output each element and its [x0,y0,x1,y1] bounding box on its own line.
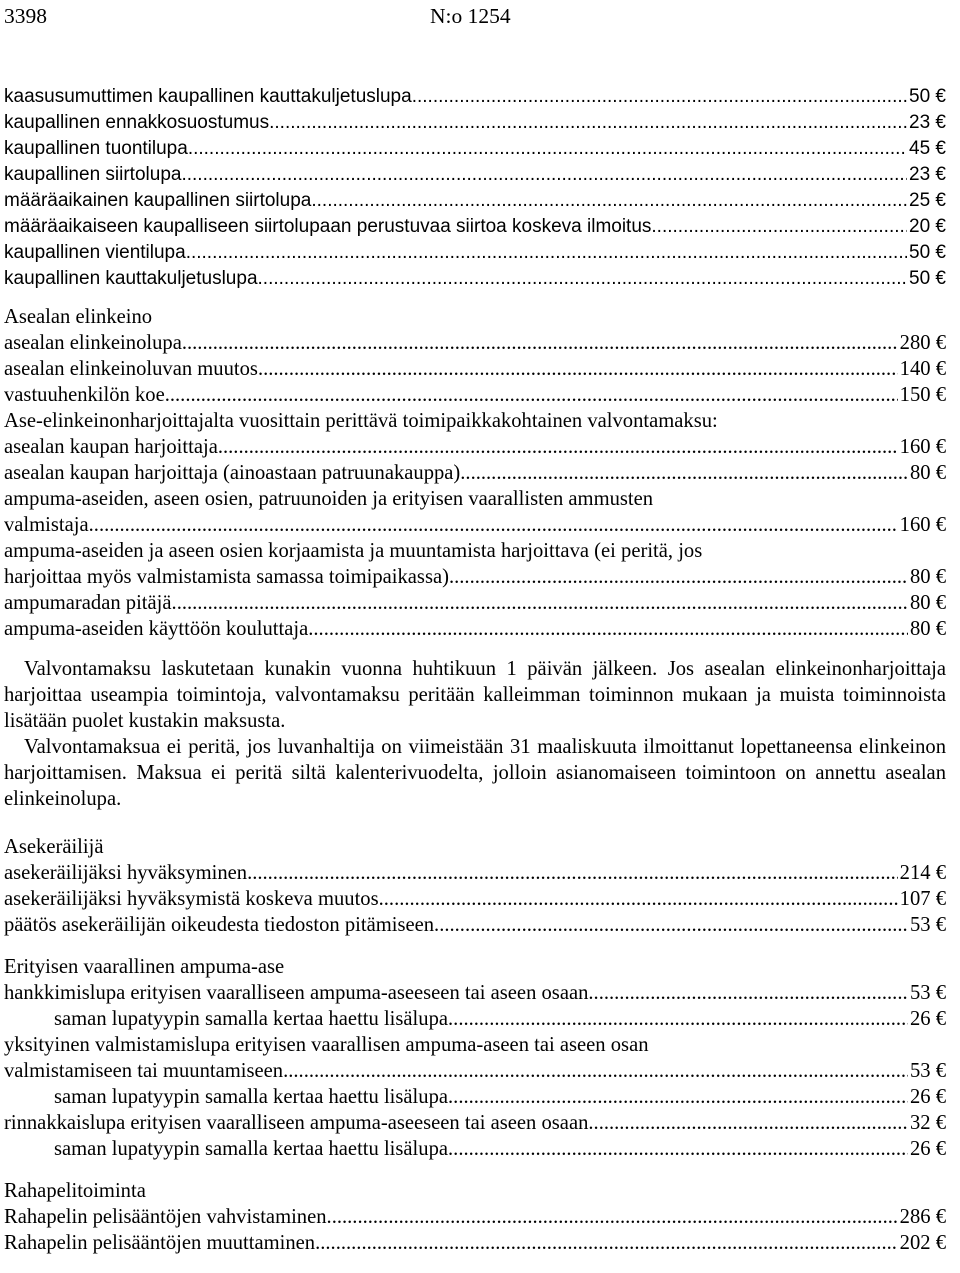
fee-row [4,84,946,110]
fee-row [4,240,946,266]
fee-label: vastuuhenkilön koe [4,384,165,406]
paragraph: Valvontamaksua ei peritä, jos luvanhaltija on viimeistään 31 maaliskuuta ilmoittanut lopettaneensa elinkeinon harjoittamisen. Maksua ei peritä siltä kalenterivuodelta, jolloin asianomaiseen toimintoon on annettu asealan elinkeinolupa. [4,736,946,810]
fee-label: rinnakkaislupa erityisen vaaralliseen ampuma-aseeseen tai aseen osaan [4,1112,589,1134]
fee-label: asealan kaupan harjoittaja (ainoastaan patruunakauppa) [4,462,461,484]
fee-label: asekeräilijäksi hyväksyminen [4,862,248,884]
section-rahapelitoiminta [4,1178,946,1256]
fee-row [4,912,946,938]
page-number: 3398 [4,4,47,28]
fee-row [4,162,946,188]
section-asekerailija [4,834,946,938]
fee-label: asealan elinkeinolupa [4,332,182,354]
fee-amount: 26 € [909,1086,946,1108]
fee-row [4,590,946,616]
fee-label: määräaikainen kaupallinen siirtolupa [4,190,312,211]
fee-amount: 25 € [909,190,946,211]
document-number: N:o 1254 [430,4,511,28]
fee-row [4,860,946,886]
fee-label: päätös asekeräilijän oikeudesta tiedoston pitämiseen [4,914,435,936]
fee-amount: 286 € [899,1206,946,1228]
fee-label: valmistamiseen tai muuntamiseen [4,1060,284,1082]
fee-amount: 53 € [909,1060,946,1082]
fee-amount: 23 € [909,112,946,133]
document-body [4,84,946,1256]
fee-amount: 80 € [909,618,946,640]
fee-row [4,886,946,912]
section-heading: Rahapelitoiminta [4,1180,146,1202]
fee-label-line: yksityinen valmistamislupa erityisen vaarallisen ampuma-aseen tai aseen osan [4,1034,649,1056]
fee-amount: 20 € [909,216,946,237]
fee-row [4,266,946,292]
fee-row [4,1204,946,1230]
section-heading: Asealan elinkeino [4,306,153,328]
fee-label: kaupallinen ennakkosuostumus [4,112,270,133]
fee-amount: 23 € [909,164,946,185]
fee-label: kaasusumuttimen kaupallinen kauttakuljetuslupa [4,86,412,107]
fee-row [4,382,946,408]
fee-row [4,356,946,382]
page-header [4,4,956,34]
fee-label: valmistaja [4,514,89,536]
fee-amount: 150 € [899,384,946,406]
fee-row [4,980,946,1006]
fee-amount: 107 € [899,888,946,910]
section-erityisen-vaarallinen [4,954,946,1162]
fee-amount: 45 € [909,138,946,159]
fee-row [4,460,946,486]
fee-amount: 80 € [909,592,946,614]
paragraph: Valvontamaksu laskutetaan kunakin vuonna huhtikuun 1 päivän jälkeen. Jos asealan elinkeinonharjoittaja harjoittaa useampia toimintoja, valvontamaksu peritään kalleimman toiminnon mukaan ja muista toiminnoista lisätään puolet kustakin maksusta. [4,658,946,732]
fee-label: asealan kaupan harjoittaja [4,436,218,458]
fee-row [4,1110,946,1136]
fee-label: ampumaradan pitäjä [4,592,172,614]
intro-text: Ase-elinkeinonharjoittajalta vuosittain perittävä toimipaikkakohtainen valvontamaksu: [4,410,718,432]
fee-row [4,188,946,214]
fee-label: Rahapelin pelisääntöjen vahvistaminen [4,1206,327,1228]
fee-amount: 53 € [909,982,946,1004]
fee-label: asealan elinkeinoluvan muutos [4,358,258,380]
section-heading: Erityisen vaarallinen ampuma-ase [4,956,285,978]
fee-amount: 80 € [909,462,946,484]
fee-row [4,136,946,162]
fee-row [4,214,946,240]
fee-row [4,1058,946,1084]
fee-label-line: ampuma-aseiden, aseen osien, patruunoiden ja erityisen vaarallisten ammusten [4,488,654,510]
fee-row [4,616,946,642]
fee-amount: 214 € [899,862,946,884]
fee-label: määräaikaiseen kaupalliseen siirtolupaan perustuvaa siirtoa koskeva ilmoitus [4,216,652,237]
fee-amount: 53 € [909,914,946,936]
fee-label: kaupallinen kauttakuljetuslupa [4,268,258,289]
fee-row [4,512,946,538]
fee-label: kaupallinen siirtolupa [4,164,182,185]
fee-label: ampuma-aseiden käyttöön kouluttaja [4,618,309,640]
fee-amount: 280 € [899,332,946,354]
fee-row [4,434,946,460]
fee-amount: 50 € [909,86,946,107]
fee-row-sub [4,1136,946,1162]
fee-row [4,564,946,590]
fee-amount: 26 € [909,1008,946,1030]
fee-label: asekeräilijäksi hyväksymistä koskeva muutos [4,888,379,910]
fee-amount: 50 € [909,268,946,289]
fee-amount: 50 € [909,242,946,263]
fee-label: Rahapelin pelisääntöjen muuttaminen [4,1232,316,1254]
fee-label: kaupallinen tuontilupa [4,138,188,159]
fee-label: saman lupatyypin samalla kertaa haettu lisälupa [54,1008,449,1030]
fee-amount: 160 € [899,436,946,458]
fee-label: kaupallinen vientilupa [4,242,186,263]
fee-amount: 80 € [909,566,946,588]
fee-amount: 202 € [899,1232,946,1254]
fee-label-line: ampuma-aseiden ja aseen osien korjaamista ja muuntamista harjoittava (ei peritä, jos [4,540,703,562]
fee-amount: 32 € [909,1112,946,1134]
section-heading: Asekeräilijä [4,836,104,858]
section-asealan-elinkeino [4,304,946,812]
fee-amount: 140 € [899,358,946,380]
fee-label: saman lupatyypin samalla kertaa haettu lisälupa [54,1138,449,1160]
fee-amount: 160 € [899,514,946,536]
fee-label: harjoittaa myös valmistamista samassa toimipaikassa) [4,566,449,588]
fee-row [4,1230,946,1256]
fee-amount: 26 € [909,1138,946,1160]
fee-list-transit [4,84,946,292]
fee-label: saman lupatyypin samalla kertaa haettu lisälupa [54,1086,449,1108]
fee-row-sub [4,1006,946,1032]
fee-label: hankkimislupa erityisen vaaralliseen ampuma-aseeseen tai aseen osaan [4,982,589,1004]
fee-row [4,330,946,356]
fee-row-sub [4,1084,946,1110]
fee-row [4,110,946,136]
